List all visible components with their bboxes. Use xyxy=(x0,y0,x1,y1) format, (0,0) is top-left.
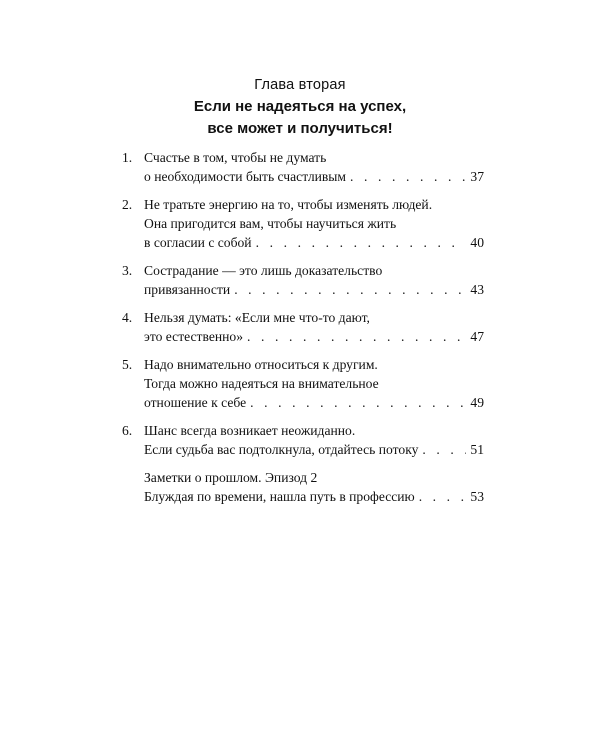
entry-text-line: Шанс всегда возникает неожиданно. xyxy=(144,423,356,438)
entry-text-line: о необходимости быть счастливым xyxy=(144,169,347,184)
entry-number: 1. xyxy=(122,150,133,165)
entry-text-line: Нельзя думать: «Если мне что-то дают, xyxy=(144,310,370,325)
toc-entry-5[interactable] xyxy=(122,355,484,412)
toc-entry-6[interactable] xyxy=(122,421,484,459)
entry-page-number: 37 xyxy=(470,169,484,184)
entry-text-line: Сострадание — это лишь доказательство xyxy=(144,263,383,278)
entry-number: 5. xyxy=(122,357,133,372)
entry-number: 3. xyxy=(122,263,133,278)
chapter-title xyxy=(0,96,600,140)
toc-entry-notes[interactable] xyxy=(122,468,484,506)
chapter-label: Глава вторая xyxy=(254,77,346,93)
dot-leader xyxy=(419,487,467,506)
dot-leader xyxy=(350,167,466,186)
entry-page-number: 47 xyxy=(470,329,484,344)
dot-leader xyxy=(256,233,467,252)
chapter-title-line-1: Если не надеяться на успех, xyxy=(193,98,407,115)
entry-text-line: Не тратьте энергию на то, чтобы изменять людей. xyxy=(144,197,433,212)
dot-leader xyxy=(250,393,466,412)
entry-text-line: отношение к себе xyxy=(144,395,247,410)
toc-entry-4[interactable] xyxy=(122,308,484,346)
dot-leader xyxy=(234,280,466,299)
toc-entry-1[interactable] xyxy=(122,148,484,186)
toc-entry-3[interactable] xyxy=(122,261,484,299)
entry-page-number: 53 xyxy=(470,489,484,504)
entry-text-line: Она пригодится вам, чтобы научиться жить xyxy=(144,216,397,231)
entry-text-line: это естественно» xyxy=(144,329,243,344)
entry-page-number: 43 xyxy=(470,282,484,297)
entry-page-number: 51 xyxy=(470,442,484,457)
entry-number: 4. xyxy=(122,310,133,325)
entry-page-number: 40 xyxy=(470,235,484,250)
entry-text-line: Если судьба вас подтолкнула, отдайтесь потоку xyxy=(144,442,419,457)
dot-leader xyxy=(247,327,466,346)
entry-text-line: Счастье в том, чтобы не думать xyxy=(144,150,327,165)
entry-text-line: Надо внимательно относиться к другим. xyxy=(144,357,378,372)
entry-text-line: Блуждая по времени, нашла путь в профессию xyxy=(144,489,415,504)
entry-page-number: 49 xyxy=(470,395,484,410)
toc-entry-2[interactable] xyxy=(122,195,484,252)
entry-number: 2. xyxy=(122,197,133,212)
entry-text-line: Заметки о прошлом. Эпизод 2 xyxy=(144,470,318,485)
entry-text-line: Тогда можно надеяться на внимательное xyxy=(144,376,379,391)
entry-text-line: привязанности xyxy=(144,282,231,297)
chapter-title-line-2: все может и получиться! xyxy=(207,120,393,137)
entry-text-line: в согласии с собой xyxy=(144,235,252,250)
dot-leader xyxy=(422,440,466,459)
entry-number: 6. xyxy=(122,423,133,438)
